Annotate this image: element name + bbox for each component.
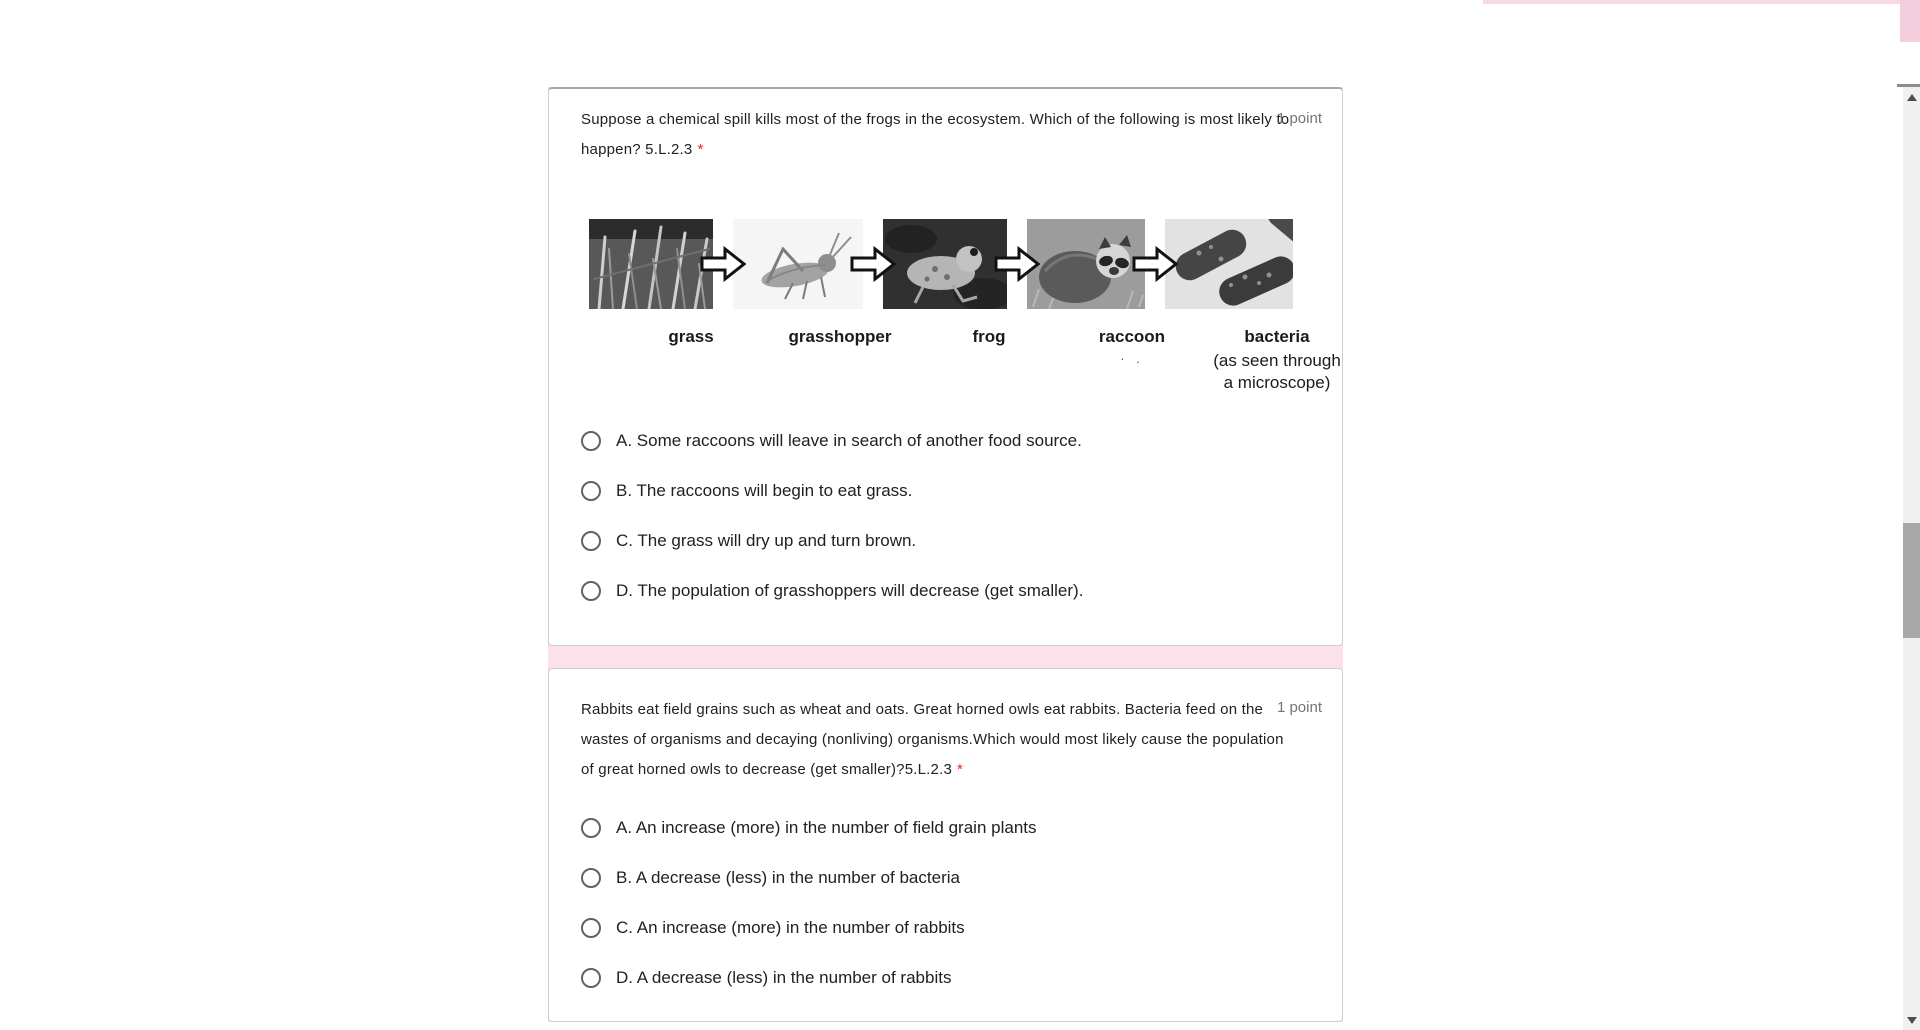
question-card-1 bbox=[548, 87, 1343, 646]
food-chain-label-grass: grass bbox=[668, 327, 714, 346]
radio-button[interactable] bbox=[581, 968, 601, 988]
food-chain-arrow-icon bbox=[700, 244, 746, 284]
option-label: C. An increase (more) in the number of rabbits bbox=[616, 918, 965, 937]
card-gap bbox=[548, 646, 1343, 668]
option-label: D. A decrease (less) in the number of rabbits bbox=[616, 968, 952, 987]
option-label: C. The grass will dry up and turn brown. bbox=[616, 531, 917, 550]
option-label: A. An increase (more) in the number of field grain plants bbox=[616, 818, 1037, 837]
scrollbar-thumb[interactable] bbox=[1903, 523, 1920, 638]
answer-option-d[interactable] bbox=[581, 953, 1310, 1003]
question-card-2 bbox=[548, 668, 1343, 1022]
raccoon-sub-dots: · . bbox=[1120, 351, 1144, 366]
answer-options bbox=[581, 803, 1310, 1003]
food-chain-arrow-icon bbox=[850, 244, 896, 284]
radio-button[interactable] bbox=[581, 481, 601, 501]
vertical-scrollbar[interactable] bbox=[1903, 87, 1920, 1030]
question-title bbox=[581, 695, 1296, 785]
question-title-text: Suppose a chemical spill kills most of the frogs in the ecosystem. Which of the following is most likely to happen? 5.L.2.3 bbox=[581, 111, 1290, 158]
answer-option-b[interactable] bbox=[581, 466, 1310, 516]
frog-photo bbox=[883, 219, 1007, 309]
radio-button[interactable] bbox=[581, 431, 601, 451]
answer-options bbox=[581, 416, 1310, 616]
form-column bbox=[548, 87, 1343, 1022]
radio-button[interactable] bbox=[581, 581, 601, 601]
bacteria-sub-line-2: a microscope) bbox=[1223, 373, 1331, 392]
answer-option-c[interactable] bbox=[581, 516, 1310, 566]
scroll-up-icon bbox=[1907, 94, 1917, 101]
radio-button[interactable] bbox=[581, 531, 601, 551]
answer-option-d[interactable] bbox=[581, 566, 1310, 616]
top-pink-strip bbox=[1483, 0, 1920, 4]
answer-option-a[interactable] bbox=[581, 416, 1310, 466]
question-title bbox=[581, 105, 1296, 165]
food-chain-arrow-icon bbox=[994, 244, 1040, 284]
bacteria-sub-line-1: (as seen through bbox=[1213, 351, 1341, 370]
food-chain-image bbox=[589, 219, 1293, 309]
question-title-text: Rabbits eat field grains such as wheat and oats. Great horned owls eat rabbits. Bacteria feed on the wastes of organisms and decaying (nonliving) organisms.Which would most likely cause the population of great horned owls to decrease (get smaller)?5.L.2.3 bbox=[581, 701, 1284, 778]
grass-photo bbox=[589, 219, 713, 309]
answer-option-c[interactable] bbox=[581, 903, 1310, 953]
points-label: 1 point bbox=[1276, 699, 1322, 716]
bacteria-photo bbox=[1165, 219, 1293, 309]
food-chain-label-grasshopper: grasshopper bbox=[788, 327, 892, 346]
grasshopper-photo bbox=[733, 219, 863, 309]
food-chain-arrow-icon bbox=[1132, 244, 1178, 284]
food-chain-label-bacteria: bacteria bbox=[1244, 327, 1310, 346]
radio-button[interactable] bbox=[581, 918, 601, 938]
option-label: B. A decrease (less) in the number of bacteria bbox=[616, 868, 960, 887]
raccoon-photo bbox=[1027, 219, 1145, 309]
required-asterisk: * bbox=[957, 761, 964, 778]
scroll-down-icon bbox=[1907, 1017, 1917, 1024]
scroll-up-button[interactable] bbox=[1903, 89, 1920, 105]
top-right-pink-block bbox=[1900, 0, 1920, 42]
option-label: D. The population of grasshoppers will decrease (get smaller). bbox=[616, 581, 1084, 600]
radio-button[interactable] bbox=[581, 818, 601, 838]
scroll-down-button[interactable] bbox=[1903, 1012, 1920, 1028]
radio-button[interactable] bbox=[581, 868, 601, 888]
option-label: B. The raccoons will begin to eat grass. bbox=[616, 481, 913, 500]
points-label: 1 point bbox=[1276, 110, 1322, 127]
answer-option-b[interactable] bbox=[581, 853, 1310, 903]
food-chain-label-frog: frog bbox=[972, 327, 1006, 346]
option-label: A. Some raccoons will leave in search of another food source. bbox=[616, 431, 1082, 450]
food-chain-label-raccoon: raccoon bbox=[1098, 327, 1166, 346]
required-asterisk: * bbox=[697, 141, 704, 158]
answer-option-a[interactable] bbox=[581, 803, 1310, 853]
